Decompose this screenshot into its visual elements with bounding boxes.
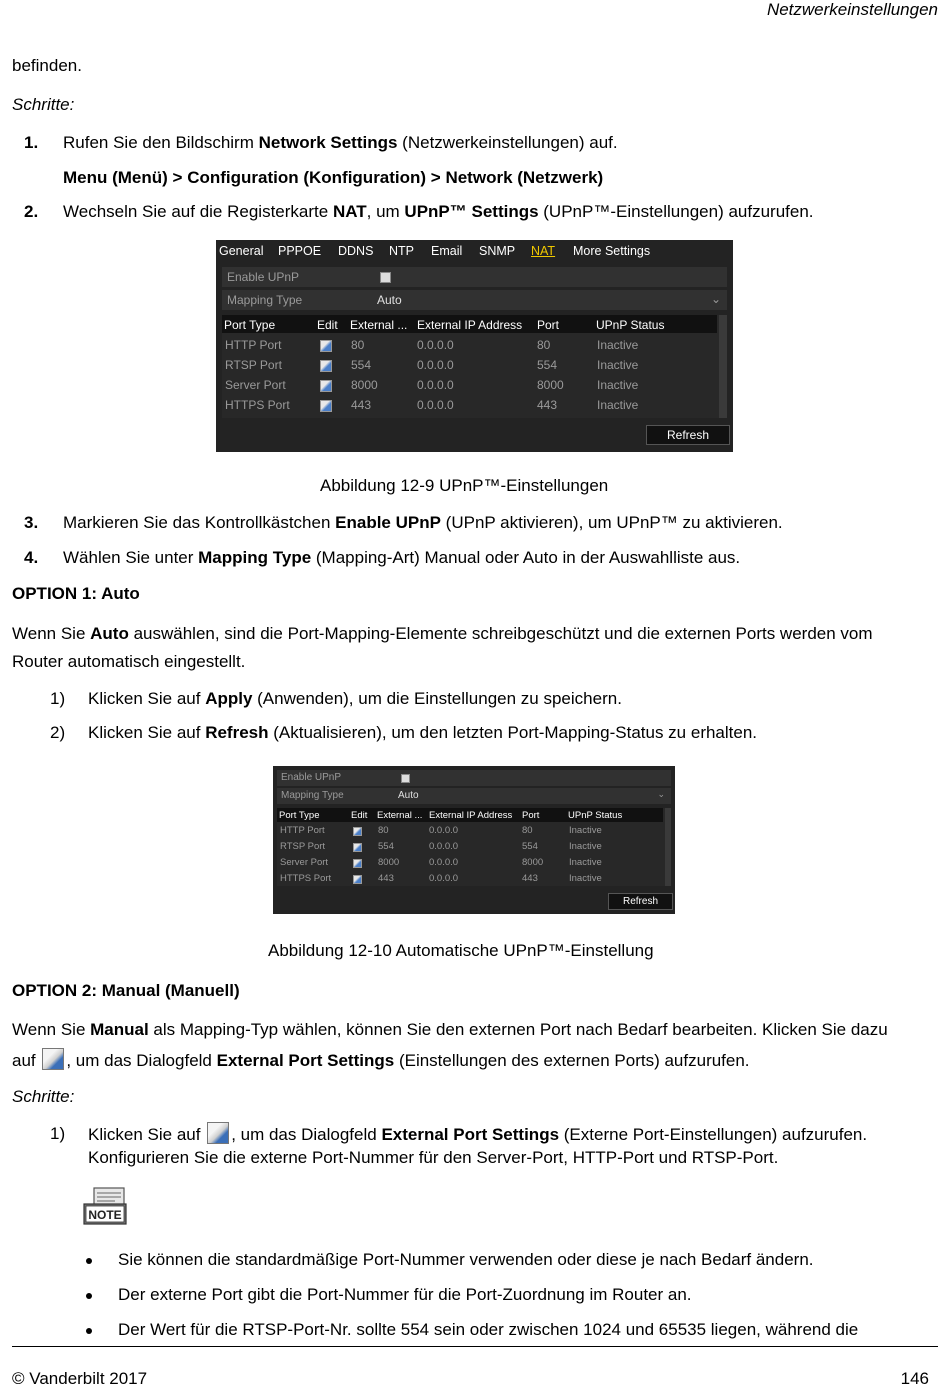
edit-icon[interactable] [320,340,332,352]
port-type-cell: HTTP Port [280,825,325,836]
table-scrollbar[interactable] [665,808,671,886]
bullet-item: Sie können die standardmäßige Port-Nummer verwenden oder diese je nach Bedarf ändern. [118,1250,814,1269]
external-port-cell: 8000 [351,378,378,392]
note-icon [80,1186,128,1230]
external-ip-cell: 0.0.0.0 [429,873,459,884]
port-type-cell: Server Port [280,857,329,868]
tab-ddns[interactable]: DDNS [338,244,374,258]
upnp-status-cell: Inactive [569,873,602,884]
table-header [277,808,663,822]
port-cell: 554 [537,358,558,372]
external-ip-cell: 0.0.0.0 [417,378,454,392]
footer-copyright: © Vanderbilt 2017 [12,1369,148,1388]
menu-path: Menu (Menü) > Configuration (Konfiguration) > Network (Netzwerk) [63,168,604,187]
footer-divider [12,1346,938,1347]
bullet-item: Der externe Port gibt die Port-Nummer für die Port-Zuordnung im Router an. [118,1285,692,1304]
external-port-cell: 443 [378,873,394,884]
mapping-type-select[interactable]: Auto [398,790,419,801]
tab-ntp[interactable]: NTP [389,244,414,258]
tab-more-settings[interactable]: More Settings [573,244,651,258]
settings-tabs [216,240,733,262]
port-cell: 8000 [537,378,564,392]
enable-upnp-row [277,770,671,786]
step-4-text: Wählen Sie unter Mapping Type (Mapping-Art) Manual oder Auto in der Auswahlliste aus. [63,548,741,567]
tab-pppoe[interactable]: PPPOE [278,244,322,258]
mapping-type-label: Mapping Type [281,790,344,801]
column-header: Port Type [224,318,276,332]
column-header: Edit [317,318,338,332]
figure-caption: Abbildung 12-10 Automatische UPnP™-Einstellung [268,941,654,960]
option-2-heading: OPTION 2: Manual (Manuell) [12,981,240,1000]
mapping-type-select[interactable]: Auto [377,293,402,307]
enable-upnp-checkbox[interactable] [401,774,410,783]
tab-email[interactable]: Email [431,244,463,258]
external-ip-cell: 0.0.0.0 [417,358,454,372]
tab-snmp[interactable]: SNMP [479,244,516,258]
column-header: Edit [351,810,368,821]
edit-icon[interactable] [353,859,362,868]
tab-nat[interactable]: NAT [531,244,556,258]
bullet-dot [86,1293,92,1299]
substep-refresh: Klicken Sie auf Refresh (Aktualisieren), um den letzten Port-Mapping-Status zu erhalten. [88,723,758,742]
step-number: 4. [24,548,39,567]
port-type-cell: HTTP Port [225,338,282,352]
upnp-status-cell: Inactive [597,358,639,372]
enable-upnp-checkbox[interactable] [380,272,391,283]
external-port-cell: 554 [351,358,372,372]
steps-heading: Schritte: [12,1087,75,1106]
port-cell: 443 [522,873,538,884]
column-header: External ... [377,810,423,821]
enable-upnp-row [222,267,727,287]
external-ip-cell: 0.0.0.0 [429,841,459,852]
edit-icon[interactable] [353,875,362,884]
port-type-cell: HTTPS Port [280,873,332,884]
column-header: External ... [350,318,408,332]
auto-paragraph-line2: Router automatisch eingestellt. [12,652,246,671]
external-ip-cell: 0.0.0.0 [417,398,454,412]
port-type-cell: RTSP Port [225,358,282,372]
upnp-settings-screenshot [216,240,733,452]
substep-edit-text: Klicken Sie auf , um das Dialogfeld External Port Settings (Externe Port-Einstellungen) aufzurufen. [88,1122,867,1145]
step-number: 3. [24,513,39,532]
external-port-cell: 443 [351,398,372,412]
page-header-title: Netzwerkeinstellungen [766,0,938,19]
mapping-type-label: Mapping Type [227,293,303,307]
step-1-text: Rufen Sie den Bildschirm Network Settings (Netzwerkeinstellungen) auf. [63,133,618,152]
upnp-status-cell: Inactive [597,338,639,352]
edit-icon[interactable] [320,360,332,372]
edit-icon [42,1048,64,1070]
upnp-status-cell: Inactive [569,841,602,852]
refresh-button[interactable]: Refresh [646,425,730,445]
bullet-dot [86,1328,92,1334]
port-type-cell: RTSP Port [280,841,326,852]
edit-icon[interactable] [320,380,332,392]
port-type-cell: HTTPS Port [225,398,290,412]
enable-upnp-label: Enable UPnP [281,772,342,783]
upnp-status-cell: Inactive [597,378,639,392]
chevron-down-icon: ⌄ [710,292,721,306]
column-header: Port Type [279,810,320,821]
step-3-text: Markieren Sie das Kontrollkästchen Enable UPnP (UPnP aktivieren), um UPnP™ zu aktivieren. [63,513,783,532]
auto-upnp-screenshot [273,766,675,914]
column-header: External IP Address [417,318,523,332]
substep-number: 1) [50,1124,66,1143]
mapping-type-row [277,788,671,804]
external-port-cell: 80 [378,825,389,836]
port-cell: 443 [537,398,558,412]
column-header: Port [522,810,540,821]
mapping-type-row [222,290,727,310]
upnp-status-cell: Inactive [569,857,602,868]
bullet-dot [86,1258,92,1264]
substep-apply: Klicken Sie auf Apply (Anwenden), um die Einstellungen zu speichern. [88,689,622,708]
svg-text:NOTE: NOTE [88,1208,122,1222]
substep-edit-line2: Konfigurieren Sie die externe Port-Nummer für den Server-Port, HTTP-Port und RTSP-Port. [88,1148,779,1167]
port-type-cell: Server Port [225,378,286,392]
port-cell: 80 [537,338,551,352]
external-port-cell: 80 [351,338,365,352]
edit-icon[interactable] [353,843,362,852]
external-ip-cell: 0.0.0.0 [417,338,454,352]
refresh-button[interactable]: Refresh [608,893,673,910]
auto-paragraph-line1: Wenn Sie Auto auswählen, sind die Port-Mapping-Elemente schreibgeschützt und die externen Ports werden vom [12,624,873,643]
column-header: UPnP Status [568,810,623,821]
external-port-cell: 8000 [378,857,400,868]
manual-paragraph-line2: auf , um das Dialogfeld External Port Settings (Einstellungen des externen Ports) aufzurufen. [12,1048,750,1071]
bullet-item: Der Wert für die RTSP-Port-Nr. sollte 554 sein oder zwischen 1024 und 65535 liegen, während die [118,1320,859,1339]
step-number: 2. [24,202,39,221]
figure-caption: Abbildung 12-9 UPnP™-Einstellungen [320,476,609,495]
table-scrollbar[interactable] [719,315,727,418]
edit-icon [207,1122,229,1144]
manual-paragraph-line1: Wenn Sie Manual als Mapping-Typ wählen, können Sie den externen Port nach Bedarf bearbeiten. Klicken Sie dazu [12,1020,888,1039]
enable-upnp-label: Enable UPnP [227,270,300,284]
port-mapping-table [277,808,671,886]
step-2-text: Wechseln Sie auf die Registerkarte NAT, um UPnP™ Settings (UPnP™-Einstellungen) aufzurufen. [63,202,814,221]
table-header [222,315,717,333]
port-cell: 8000 [522,857,544,868]
option-1-heading: OPTION 1: Auto [12,584,140,603]
upnp-status-cell: Inactive [597,398,639,412]
chevron-down-icon: ⌄ [657,789,665,799]
substep-number: 2) [50,723,66,742]
edit-icon[interactable] [353,827,362,836]
column-header: Port [537,318,560,332]
column-header: UPnP Status [596,318,665,332]
column-header: External IP Address [429,810,513,821]
external-ip-cell: 0.0.0.0 [429,825,459,836]
steps-heading: Schritte: [12,95,75,114]
step-number: 1. [24,133,39,152]
substep-number: 1) [50,689,66,708]
external-ip-cell: 0.0.0.0 [429,857,459,868]
page-number: 146 [900,1369,929,1388]
port-mapping-table [222,315,727,418]
port-cell: 554 [522,841,538,852]
edit-icon[interactable] [320,400,332,412]
paragraph-befinden: befinden. [12,56,82,75]
port-cell: 80 [522,825,533,836]
upnp-status-cell: Inactive [569,825,602,836]
external-port-cell: 554 [378,841,394,852]
tab-general[interactable]: General [219,244,264,258]
